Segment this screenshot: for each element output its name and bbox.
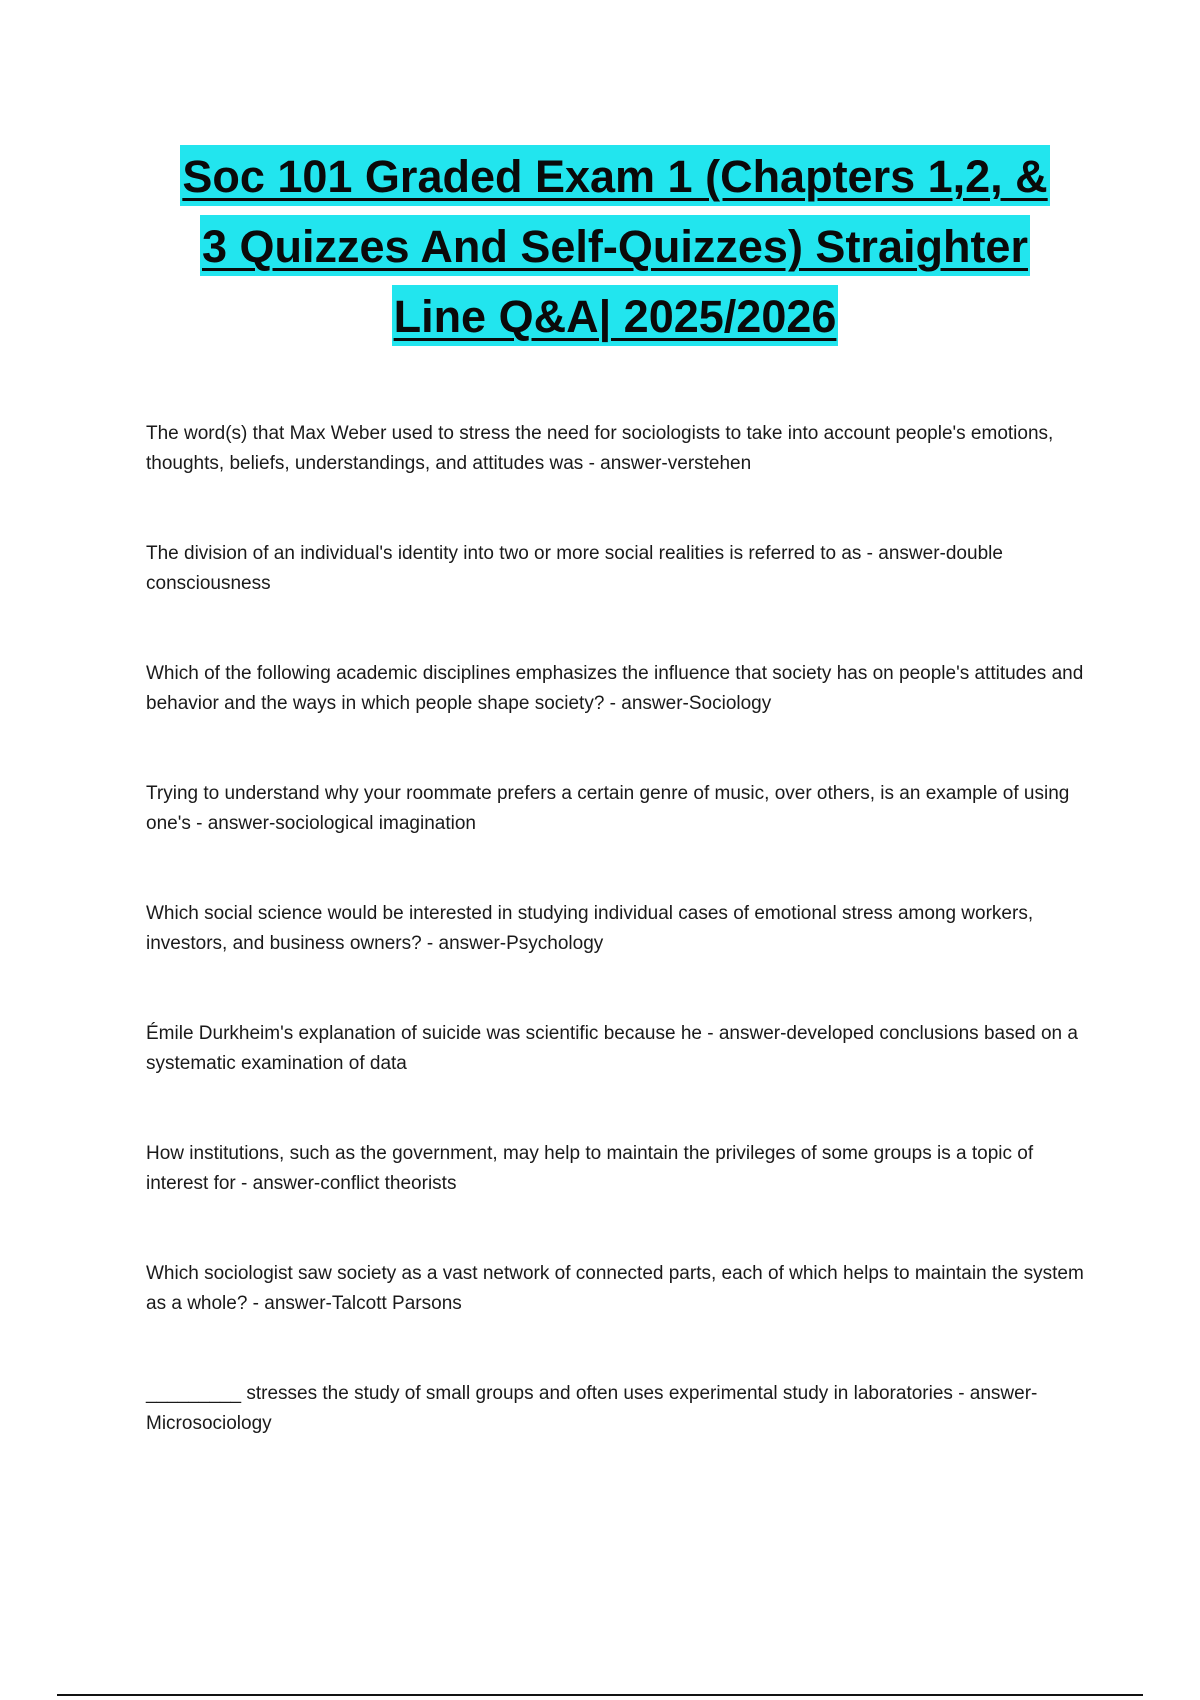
qa-item-3: Which of the following academic disciplines emphasizes the influence that society has on people's attitudes and behavior and the ways in which people shape society? - answer-Sociology xyxy=(146,663,1084,714)
qa-item-2: The division of an individual's identity into two or more social realities is referred to as - answer-double consciousness xyxy=(146,543,1003,594)
qa-list xyxy=(146,419,1096,1499)
qa-item-4: Trying to understand why your roommate prefers a certain genre of music, over others, is an example of using one's - answer-sociological imagination xyxy=(146,783,1070,834)
qa-item-9: _________ stresses the study of small groups and often uses experimental study in laboratories - answer-Microsociology xyxy=(146,1383,1038,1434)
qa-item-6: Émile Durkheim's explanation of suicide was scientific because he - answer-developed conclusions based on a systematic examination of data xyxy=(146,1023,1078,1074)
qa-item-8: Which sociologist saw society as a vast network of connected parts, each of which helps to maintain the system as a whole? - answer-Talcott Parsons xyxy=(146,1263,1084,1314)
title-line-1: Soc 101 Graded Exam 1 (Chapters 1,2, & xyxy=(180,145,1049,206)
page-bottom-rule xyxy=(57,1694,1143,1696)
qa-item-5: Which social science would be interested in studying individual cases of emotional stress among workers, investors, and business owners? - answer-Psychology xyxy=(146,903,1034,954)
qa-item-1: The word(s) that Max Weber used to stress the need for sociologists to take into account people's emotions, thoughts, beliefs, understandings, and attitudes was - answer-verstehen xyxy=(146,423,1054,474)
title-line-3: Line Q&A| 2025/2026 xyxy=(392,285,839,346)
document-title xyxy=(150,145,1080,355)
qa-item-7: How institutions, such as the government, may help to maintain the privileges of some groups is a topic of interest for - answer-conflict theorists xyxy=(146,1143,1034,1194)
title-line-2: 3 Quizzes And Self-Quizzes) Straighter xyxy=(200,215,1030,276)
